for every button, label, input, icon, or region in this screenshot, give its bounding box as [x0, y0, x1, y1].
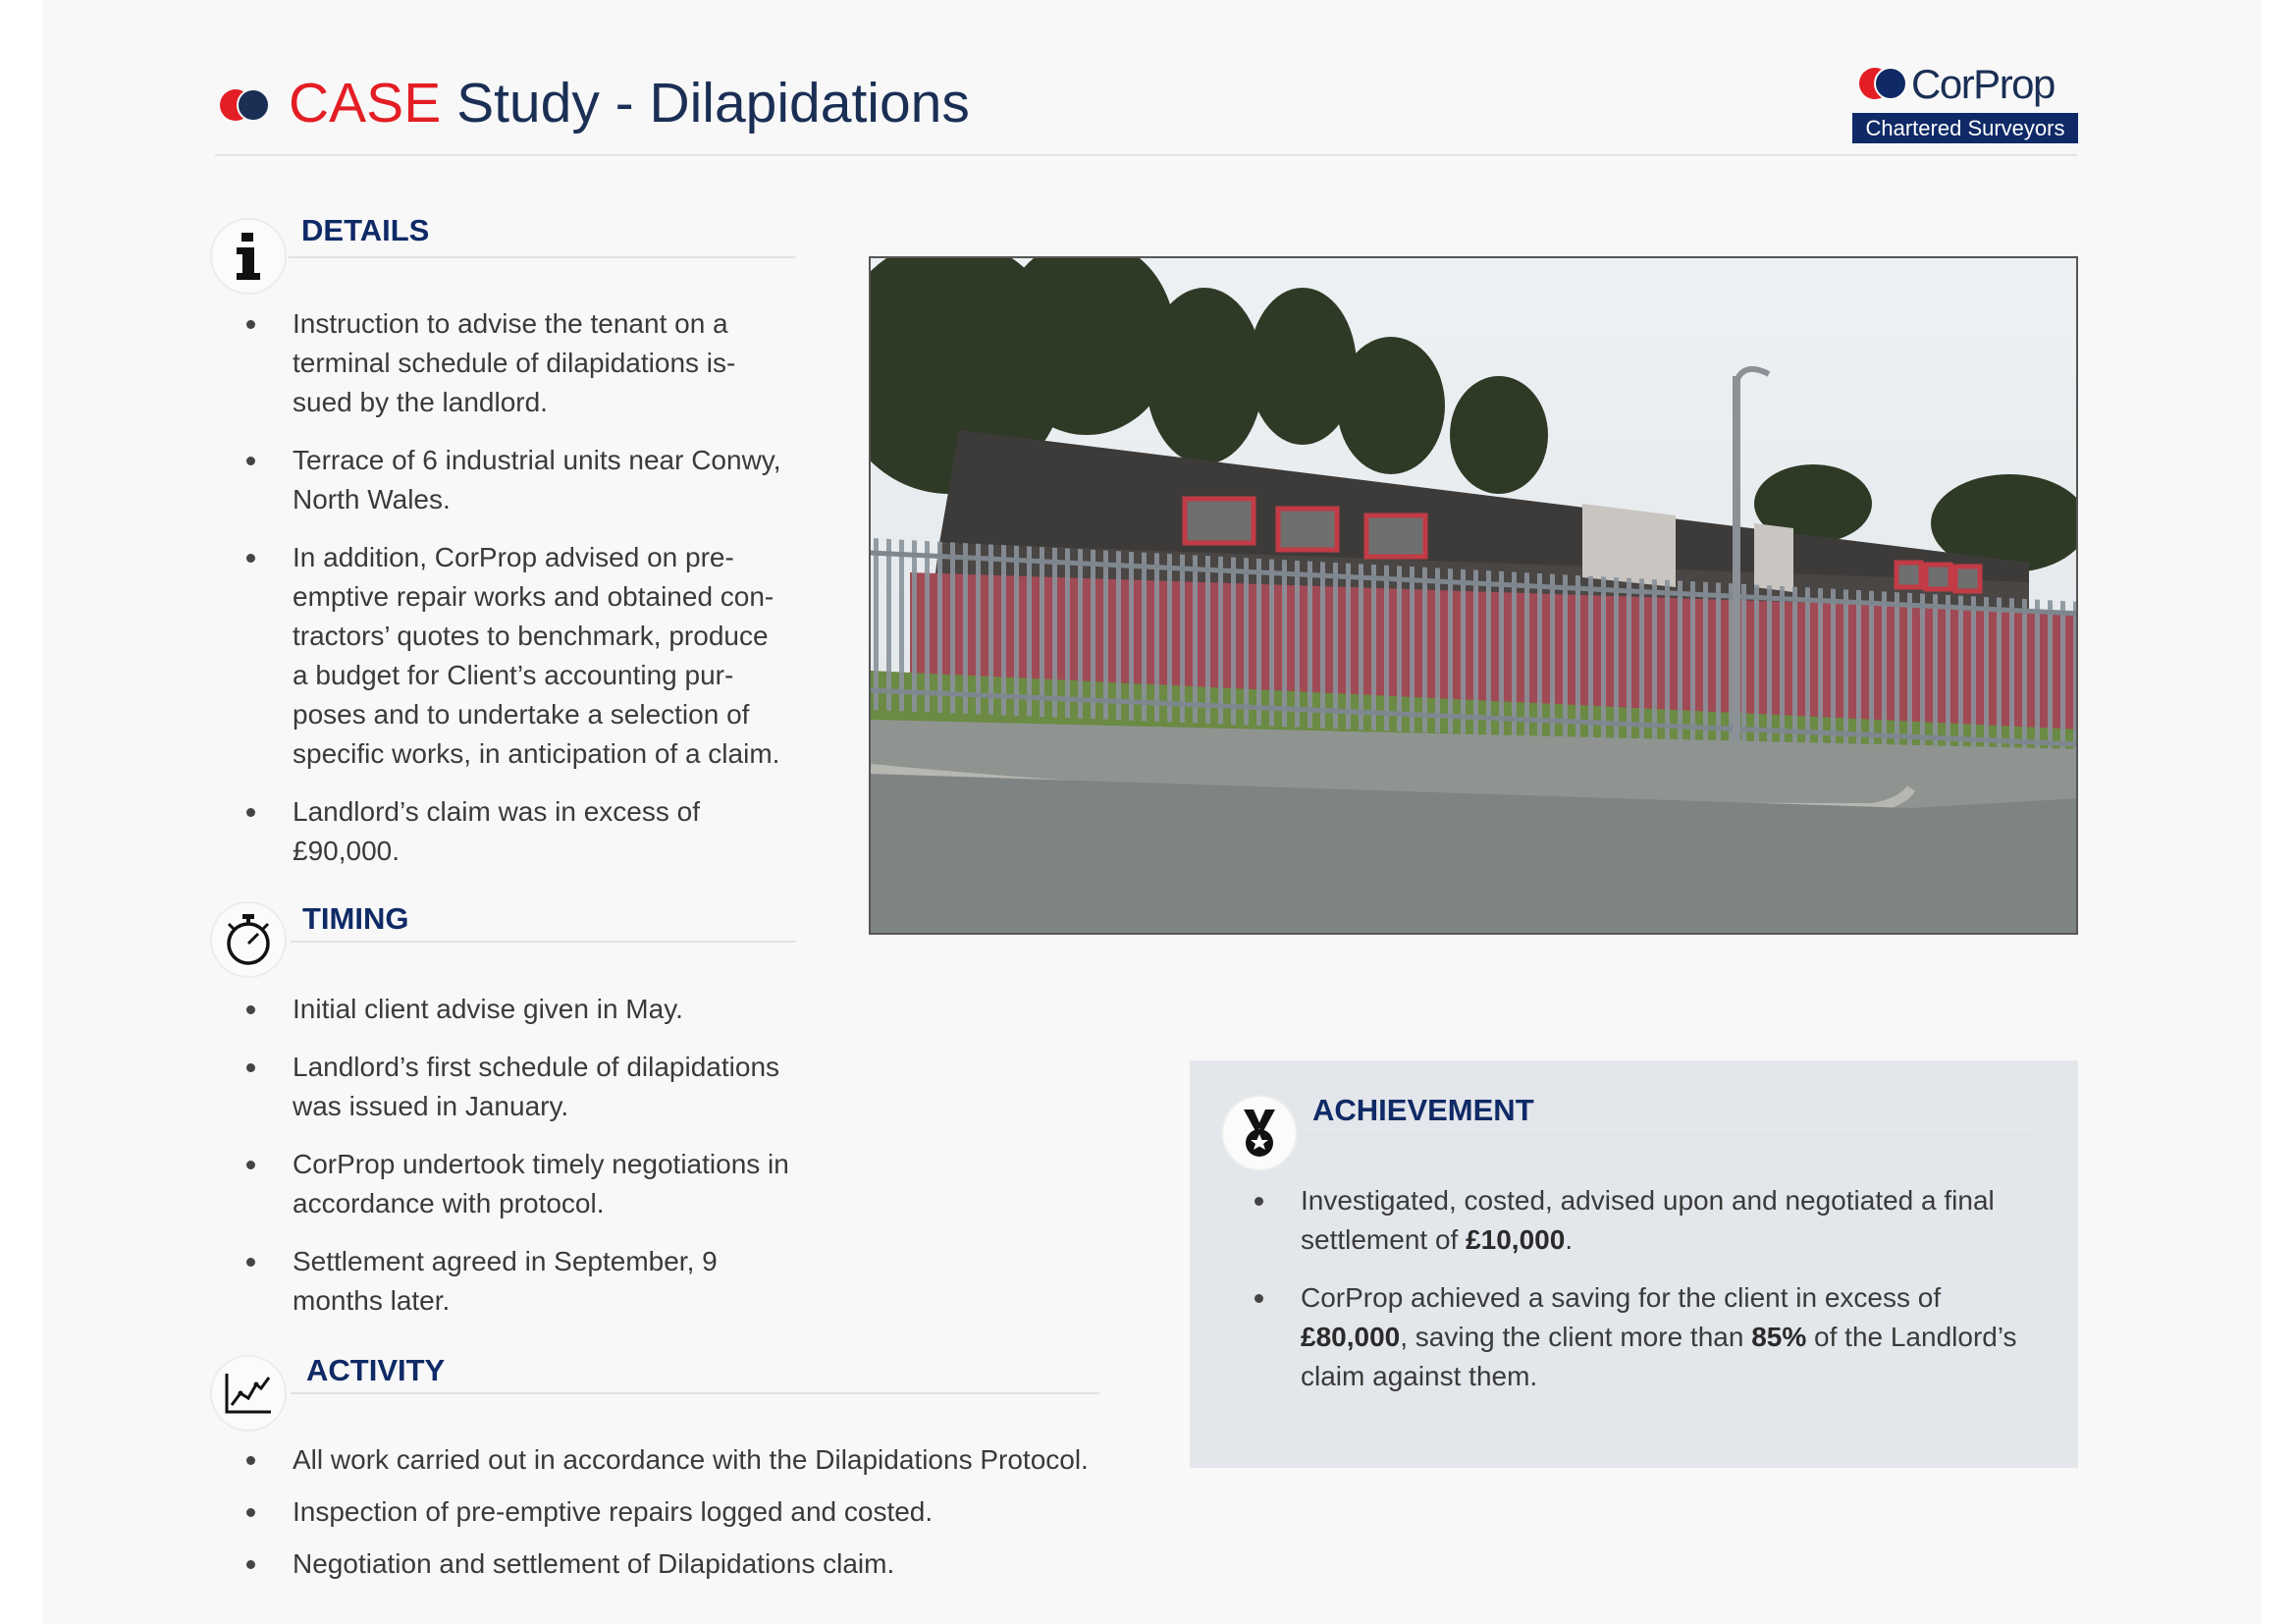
achievement-line: CorProp achieved a saving for the client in excess of	[1301, 1282, 1942, 1313]
info-icon	[210, 218, 287, 295]
list-item-line: Landlord’s first schedule of dilapidations	[293, 1052, 780, 1082]
title-rest: Study - Dilapidations	[441, 72, 970, 135]
achievement-line: , saving the client more than	[1400, 1322, 1752, 1352]
list-item	[240, 792, 829, 871]
details-rule	[289, 256, 796, 258]
brand-subtitle: Chartered Surveyors	[1852, 113, 2078, 143]
title-case: CASE	[289, 72, 442, 135]
brand-name: CorProp	[1911, 61, 2055, 107]
list-item-line: Negotiation and settlement of Dilapidations claim.	[293, 1548, 895, 1579]
timing-rule	[291, 941, 796, 943]
achievement-line: claim against them.	[1301, 1361, 1538, 1391]
line-chart-icon	[210, 1355, 287, 1432]
list-item-line: Settlement agreed in September, 9	[293, 1246, 718, 1276]
achievement-line: settlement of	[1301, 1224, 1467, 1255]
list-item	[1249, 1278, 2054, 1396]
achievement-line: .	[1565, 1224, 1574, 1255]
list-item-line: North Wales.	[293, 484, 451, 514]
list-item-line: accordance with protocol.	[293, 1188, 605, 1218]
list-item-line: a budget for Client’s accounting pur-	[293, 660, 734, 690]
list-item-line: Inspection of pre-emptive repairs logged and costed.	[293, 1496, 934, 1527]
activity-rule	[291, 1392, 1099, 1394]
achievement-list	[1249, 1181, 2054, 1396]
list-item	[240, 1048, 829, 1126]
list-item	[1249, 1181, 2054, 1260]
list-item-line: Landlord’s claim was in excess of	[293, 796, 701, 827]
list-item-line: specific works, in anticipation of a claim.	[293, 738, 780, 769]
achievement-rule	[1299, 1133, 2035, 1135]
achievement-title: ACHIEVEMENT	[1312, 1093, 1534, 1127]
page-title	[289, 69, 970, 137]
stopwatch-icon	[210, 901, 287, 978]
activity-title: ACTIVITY	[306, 1353, 446, 1387]
brand-logo	[1852, 59, 2078, 143]
list-item-line: £90,000.	[293, 836, 400, 866]
list-item	[240, 441, 829, 519]
saving-amount: £80,000	[1301, 1322, 1401, 1352]
saving-percent: 85%	[1751, 1322, 1807, 1352]
medal-icon	[1221, 1095, 1298, 1171]
list-item-line: was issued in January.	[293, 1091, 569, 1121]
list-item-line: Instruction to advise the tenant on a	[293, 308, 728, 339]
list-item	[240, 304, 829, 422]
list-item	[240, 1492, 1202, 1532]
brand-dots-icon	[1858, 66, 1907, 101]
industrial-units-photo	[869, 256, 2078, 935]
list-item-line: In addition, CorProp advised on pre-	[293, 542, 734, 572]
list-item	[240, 538, 829, 774]
settlement-amount: £10,000	[1466, 1224, 1566, 1255]
header-divider	[215, 154, 2077, 156]
details-title: DETAILS	[301, 213, 430, 247]
achievement-line: of the Landlord’s	[1806, 1322, 2017, 1352]
list-item	[240, 1440, 1202, 1480]
list-item	[240, 1145, 829, 1223]
list-item	[240, 1544, 1202, 1584]
list-item-line: emptive repair works and obtained con-	[293, 581, 774, 612]
activity-list	[240, 1440, 1202, 1584]
list-item-line: Terrace of 6 industrial units near Conwy,	[293, 445, 781, 475]
list-item-line: sued by the landlord.	[293, 387, 548, 417]
details-list	[240, 304, 829, 871]
list-item-line: poses and to undertake a selection of	[293, 699, 750, 730]
list-item-line: All work carried out in accordance with the Dilapidations Protocol.	[293, 1444, 1089, 1475]
list-item-line: CorProp undertook timely negotiations in	[293, 1149, 789, 1179]
list-item-line: tractors’ quotes to benchmark, produce	[293, 621, 769, 651]
timing-title: TIMING	[302, 901, 409, 936]
list-item-line: Initial client advise given in May.	[293, 994, 683, 1024]
list-item-line: terminal schedule of dilapidations is-	[293, 348, 736, 378]
list-item-line: months later.	[293, 1285, 451, 1316]
timing-list	[240, 990, 829, 1321]
list-item	[240, 990, 829, 1029]
achievement-line: Investigated, costed, advised upon and negotiated a final	[1301, 1185, 1995, 1216]
logo-dots-icon	[218, 87, 271, 123]
list-item	[240, 1242, 829, 1321]
